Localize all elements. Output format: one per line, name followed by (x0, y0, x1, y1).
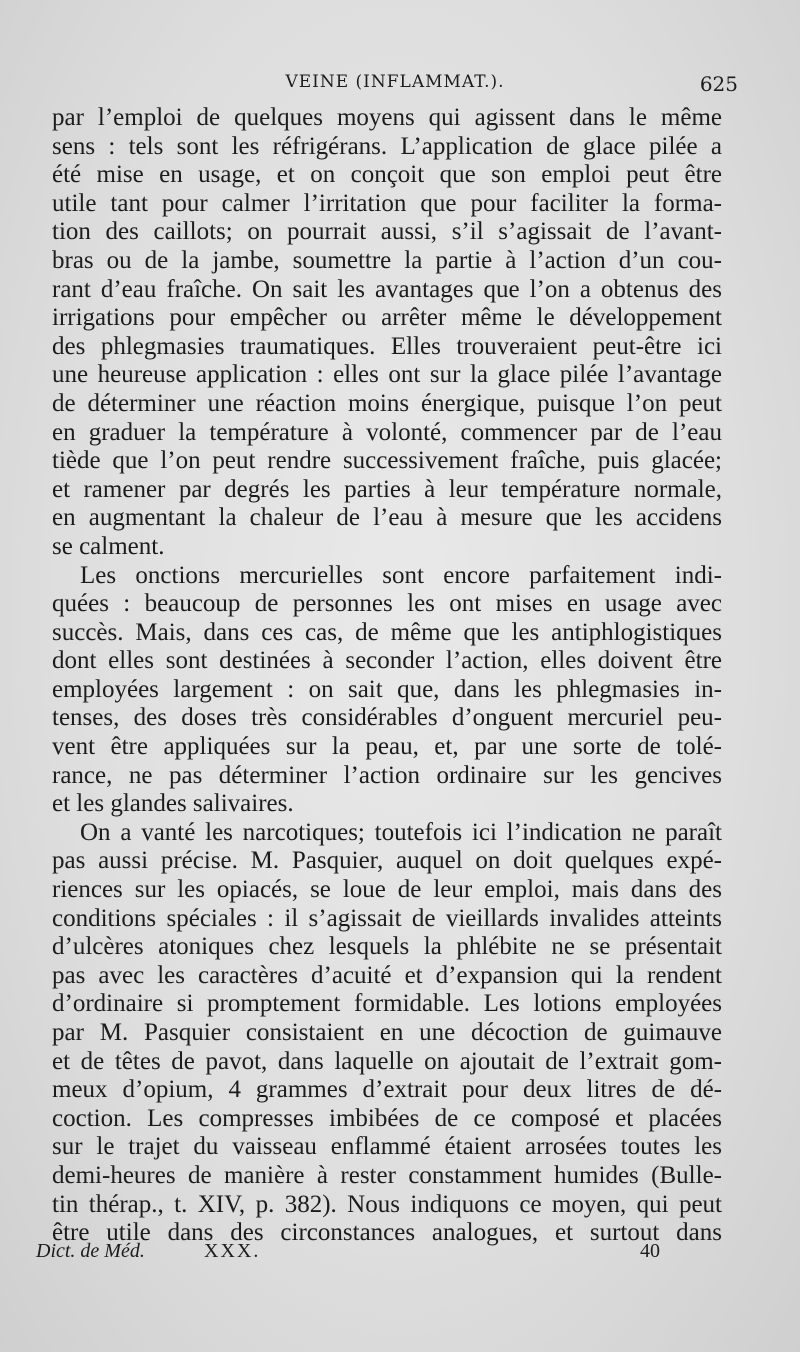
text-line: en graduer la température à volonté, commencer par de l’eau (52, 418, 722, 446)
footer-signature: Dict. de Méd. (36, 1240, 145, 1262)
text-line: pas avec les caractères d’acuité et d’expansion qui la rendent (52, 961, 722, 989)
text-line: tin thérap., t. XIV, p. 382). Nous indiquons ce moyen, qui peut (52, 1190, 722, 1218)
text-line: en augmentant la chaleur de l’eau à mesure que les accidens (52, 504, 722, 532)
text-line: et de têtes de pavot, dans laquelle on ajoutait de l’extrait gom- (52, 1047, 722, 1075)
running-title: VEINE (INFLAMMAT.). (285, 72, 505, 92)
text-line: et les glandes salivaires. (52, 790, 294, 818)
page-footer (36, 1240, 660, 1268)
text-line: rant d’eau fraîche. On sait les avantages que l’on a obtenus des (52, 275, 722, 303)
page-header (52, 72, 738, 102)
text-line: d’ordinaire si promptement formidable. Les lotions employées (52, 990, 722, 1018)
footer-volume: XXX. (204, 1240, 261, 1262)
text-line: conditions spéciales : il s’agissait de vieillards invalides atteints (52, 904, 722, 932)
text-line: utile tant pour calmer l’irritation que pour faciliter la forma- (52, 189, 722, 217)
text-line: irrigations pour empêcher ou arrêter même le développement (52, 304, 722, 332)
text-line: rance, ne pas déterminer l’action ordinaire sur les gencives (52, 761, 722, 789)
text-line: Les onctions mercurielles sont encore parfaitement indi- (80, 561, 722, 589)
page-number: 625 (699, 72, 738, 96)
footer-sheet-number: 40 (640, 1240, 660, 1262)
text-line: demi-heures de manière à rester constamment humides (Bulle- (52, 1161, 722, 1189)
text-line: être utile dans des circonstances analogues, et surtout dans (52, 1219, 722, 1247)
text-line: meux d’opium, 4 grammes d’extrait pour deux litres de dé- (52, 1076, 722, 1104)
text-line: et ramener par degrés les parties à leur température normale, (52, 475, 722, 503)
text-line: par M. Pasquier consistaient en une décoction de guimauve (52, 1019, 722, 1046)
text-line: bras ou de la jambe, soumettre la partie à l’action d’un cou- (52, 246, 722, 274)
text-line: vent être appliquées sur la peau, et, par une sorte de tolé- (52, 733, 722, 761)
text-line: une heureuse application : elles ont sur la glace pilée l’avantage (52, 361, 722, 389)
text-line: dont elles sont destinées à seconder l’action, elles doivent être (52, 647, 722, 675)
text-line: tiède que l’on peut rendre successivement fraîche, puis glacée; (52, 447, 722, 475)
text-line: été mise en usage, et on conçoit que son emploi peut être (52, 161, 722, 189)
text-line: des phlegmasies traumatiques. Elles trouveraient peut-être ici (52, 332, 722, 360)
text-line: riences sur les opiacés, se loue de leur emploi, mais dans des (52, 876, 722, 904)
text-line: se calment. (52, 532, 165, 560)
text-line: pas aussi précise. M. Pasquier, auquel on doit quelques expé- (52, 847, 722, 875)
text-line: tion des caillots; on pourrait aussi, s’il s’agissait de l’avant- (52, 218, 722, 246)
text-line: succès. Mais, dans ces cas, de même que les antiphlogistiques (52, 618, 722, 646)
text-line: sens : tels sont les réfrigérans. L’application de glace pilée a (52, 132, 722, 160)
text-line: tenses, des doses très considérables d’onguent mercuriel peu- (52, 704, 722, 732)
body-text (52, 104, 722, 1248)
text-line: employées largement : on sait que, dans les phlegmasies in- (52, 675, 722, 703)
text-line: quées : beaucoup de personnes les ont mises en usage avec (52, 590, 722, 618)
text-line: d’ulcères atoniques chez lesquels la phlébite ne se présentait (52, 933, 722, 961)
text-line: On a vanté les narcotiques; toutefois ici l’indication ne paraît (80, 818, 722, 846)
text-line: par l’emploi de quelques moyens qui agissent dans le même (52, 104, 722, 131)
text-line: coction. Les compresses imbibées de ce composé et placées (52, 1104, 722, 1132)
text-line: sur le trajet du vaisseau enflammé étaient arrosées toutes les (52, 1133, 722, 1161)
text-line: de déterminer une réaction moins énergique, puisque l’on peut (52, 389, 722, 417)
